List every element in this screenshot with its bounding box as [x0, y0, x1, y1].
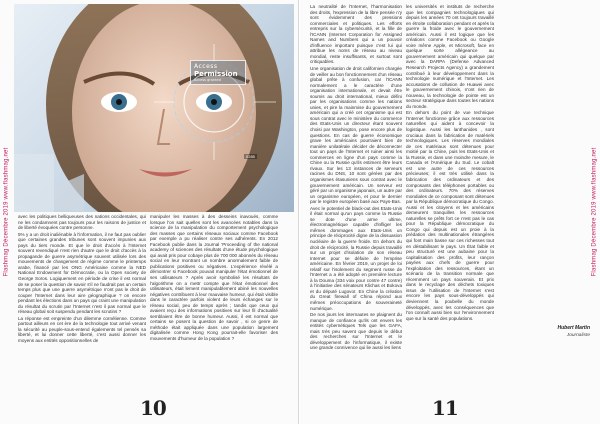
paragraph: En dehors du point de vue technique l'Internet fonctionne grâce aux ressources naturelles qui aident à concevoir la logistique. Aussi les lanthanides , sont cruciaux dans la fabrication de matériels technologiques. Les réserves mondiales de ces matériaux sont détenues pour moitié par la Chine, puis les Etats-Unis et la Russie, et dans une moindre mesure, le Canada et l'Amérique du Sud. Le cobalt est une autre de ces ressources précieuses; il est très utilisé dans la fabrication des ordinateurs et des composants des téléphones portables ou des ordinateurs. 70% des réserves mondiales de ce composant sont détenues par la République démocratique du Congo. Aussi et les citoyens et les américains demeurent tranquilles les ressources naturelles se prêts fort ce n'est pas le cas pour la République démocratique du Congo qui depuis est un proie à la prédation des multinationales étrangères qui font main basse sur ces richesses tout en déstabilisant le pays. Un État faible et peu structuré est une aubaine pour la capitalisation des profits, leur rançon payées aux chefs de guerre pour l'exploitation des ressources, étant un scénario de la transition normale que récemment un pays souverain. Et prix dans le recyclage des déchets toxiques issus de l'utilisation de l'Internet s'est encore les pays sous-développés qui deviennent la poubelle du monde développés, avec les conséquences que l'on connaît aussi bien sur l'environnement que sur la santé des populations.	[406, 110, 494, 321]
right-page-column-1	[310, 4, 402, 352]
hero-overlay-small: Access granted	[194, 78, 221, 82]
page-number-left: 10	[140, 396, 166, 420]
hero-tag: 0285	[246, 154, 255, 159]
paragraph: La réponse est empreinte d'un dilemme cornélienne. Comme partout ailleurs en cet ère de la technologie tout arrivé venant la sécurité au peuple-sous-entend égalements tel pensés sa liberté, et lui donner cette liberté, c'est aussi donner les moyens aux entités oppositionnelles de	[18, 315, 146, 344]
hero-overlay-panel	[190, 60, 246, 85]
right-page-column-2	[406, 4, 494, 322]
paragraph: les universités et instituts de recherche que les compagnies technologiques qui depuis les années 70 ont toujours travaillé en étroite collaboration pendant et après la guerre la froide avec le gouvernement américain. Aussi il est logique que les créations comme Facebook ou Google voire même Apple, et Microsoft, face en quelque sorte allégeance au gouvernement américain qui quelque par avec la DARPA (Defense Advanced Research Projects Agency) a grandement contribué à leur développement dans la technologie numérique et l'Internet. Les accusations de collusion de Huawei avec le gouvernement chinois, n'ont rien de nouveau, la technologie de pointe est un secteur stratégique dans toutes les nations du monde.	[406, 4, 494, 109]
left-gutter-text: Flashmag Décembre 2019 www.flashmag.net	[3, 147, 10, 277]
hero-overlay-subtitle: Permission	[194, 70, 238, 78]
paragraph: La neutralité de l'Internet, l'harmonisation des droits, l'expression de la libre pensée n'y sont évidemment des pressions commerciales et politiques. Les efforts entrepris sur la cybersécurité, et la fille de l'ICANN (Internet Corporation for Assigned Names and Numbers qui a un pouvoir d'influence important puisque c'est lui qui attribue les noms de réseau au niveau mondial, reste insuffisants, et surtout sont critiquables.	[310, 4, 402, 65]
paragraph: avec les politiques belliqueuses des nations occidentales, qui ne les condamnent pas toujours pour les raisons de justice et de liberté évoquées contre personne.	[18, 214, 146, 231]
right-gutter-text: Flashmag Décembre 2019 www.flashmag.net	[591, 147, 598, 277]
left-page-column-2	[150, 214, 278, 343]
hero-illustration	[14, 4, 294, 212]
left-page	[0, 0, 299, 424]
right-gutter	[588, 0, 600, 424]
paragraph: Avec le potentiel de black-out des Etats-Unis il était normal qu'un pays comme la Russie se dote d'une arme ultime, électromagnétique capable d'infliger les mêmes dommages aux Etats-Unis un principe de réciprocité digne de la dissuasion nucléaire de la guerre froide. En dehors du droit de réciprocité, la Russie depuis travaillé sur un projet d'isolation de son réseau Internet pour se défaire de l'emprise américaine. En février 2019, un projet de loi relatif sur l'isolement du segment russe de l'Internet a a été adopté en première lecture à la Douma (334 voix pour contre 47 contre) à l'initiative des sénateurs Klichas et Bokova et du député Lugovoï. En Chine la création du Great firewall of China répond aux mêmes préoccupations de souveraineté numérique.	[310, 205, 402, 311]
hero-image	[14, 4, 294, 212]
author-signature	[514, 325, 590, 338]
paragraph: 5% y a un droit inaliénable à l'information, il ne faut pas oublier que certaines grandes tribunes sont souvent impunies aux pays du tiers monde. Et que le droit d'accès à l'Internet souvent revendiqué n'est rien d'autre que le droit d'accès à la propagande de guerre asymétrique souvent utilisée lors des mouvements de changement de régime comme le printemps arabe, financé par les ONG Américaine comme la NED National Endowment for Démocratie, ou la Open society de George Soros. Logiquement en période de crise il est normal de se poser la question de savoir s'il ne faudrait pas un certain temps plus que une guerre asymétrique n'ont pas le droit de couper l'Internet dans leur aire géographique ? on encore pendant les élections dans un pays qui craint une manipulation du résultat du scrutin par l'Internet n'est il pas normal que le réseau global soit suspendu pendant les scrutins ?	[18, 231, 146, 315]
author-role: Journaliste	[566, 333, 590, 338]
right-page	[300, 0, 600, 424]
paragraph: De nos jours les internautes se plaignent du manque de confiance qu'ils ont envers les entités cybernétiques Tels que les GAFA, mais très peu savent que depuis le début des recherches sur l'Internet et le développement de l'informatique, il existe une grande connivence qui lie aussi les liens	[310, 312, 402, 351]
author-name: Hubert Martin	[557, 325, 590, 331]
hero-overlay-title: Access	[194, 63, 218, 70]
left-gutter	[0, 0, 12, 424]
paragraph: manipuler les masses à des desseins inavoués, comme lorsque l'on sait quelles sont les avancées notables dans la science de la manipulation du comportement psychologique des masses que certains réseaux sociaux comme Facebook par exemple a pu réaliser contre ses adhérents. En 2012 Facebook publie dans la Journal 'Proceeding of the national academy of sciences des résultats d'une étude psychologique qui avait pris pour cobaye plus de 700 000 abonnés du réseau social en leur montrant un nombre anormalement faible de publications positives ou négatives. L'expérience révélé a démontrer si Facebook pouvait manipuler l'état émotionnel de ses utilisateurs ? Après avoir symbolisé les résultats de l'algorithme on a mettr compte que l'état émotionnel des utilisateurs, était lement manipulablement abiné les nouvelles négatives contribuent à leur mauvaise humeur, qui était visible dans le caractère parfois violent de leurs échanges sur le réseau social, peu de temps après ; tandis que ceux qui avaient reçu des informations positives sur leur fil d'actualité semblaient être de bonne humeur. Aussi, il est normal que certains se posent la question de savoir , si ce genre de méthode était appliquée dans une population largement digitalisée comme Hong Kong pourrait-elle favoriser des mouvements d'humeur de la population ?	[150, 214, 278, 342]
paragraph: Une organisation de droit californien chargée de veiller au bon fonctionnement d'un réseau global prête à confusion, car l'ICANN normalement a le caractère d'une organisation internationale, et devait être soumis au droit international, mieux défini par les organisations comme les nations unies, et pire la mainmise du gouvernement américain qui a créé cet organisme qui est sous contrat avec le ministère du commerce des Etats-Unis un directeur étant souvent choisi par Washington, pose encore plus de questions. En cas de guerre économique grave les américains pourraient bien de manière unilatérale décider de déconnecter tout un pays de l'Internet et ruiner ainsi les commerces en ligne d'un pays comme la Chine ou la Russie qu'ils estiment être leurs rivaux. Sur les 13 instances de serveurs racines du DNS, 10 sont gérées par des organismes étasuniens sous contrat avec le gouvernement américain. Un serveur est géré par un organisme japonais, un autre par un organisme européen, et pour le dernier par le registre européen basé aux Pays-Bas.	[310, 66, 402, 205]
page-number-right: 11	[432, 396, 458, 420]
left-page-column-1	[18, 214, 146, 345]
